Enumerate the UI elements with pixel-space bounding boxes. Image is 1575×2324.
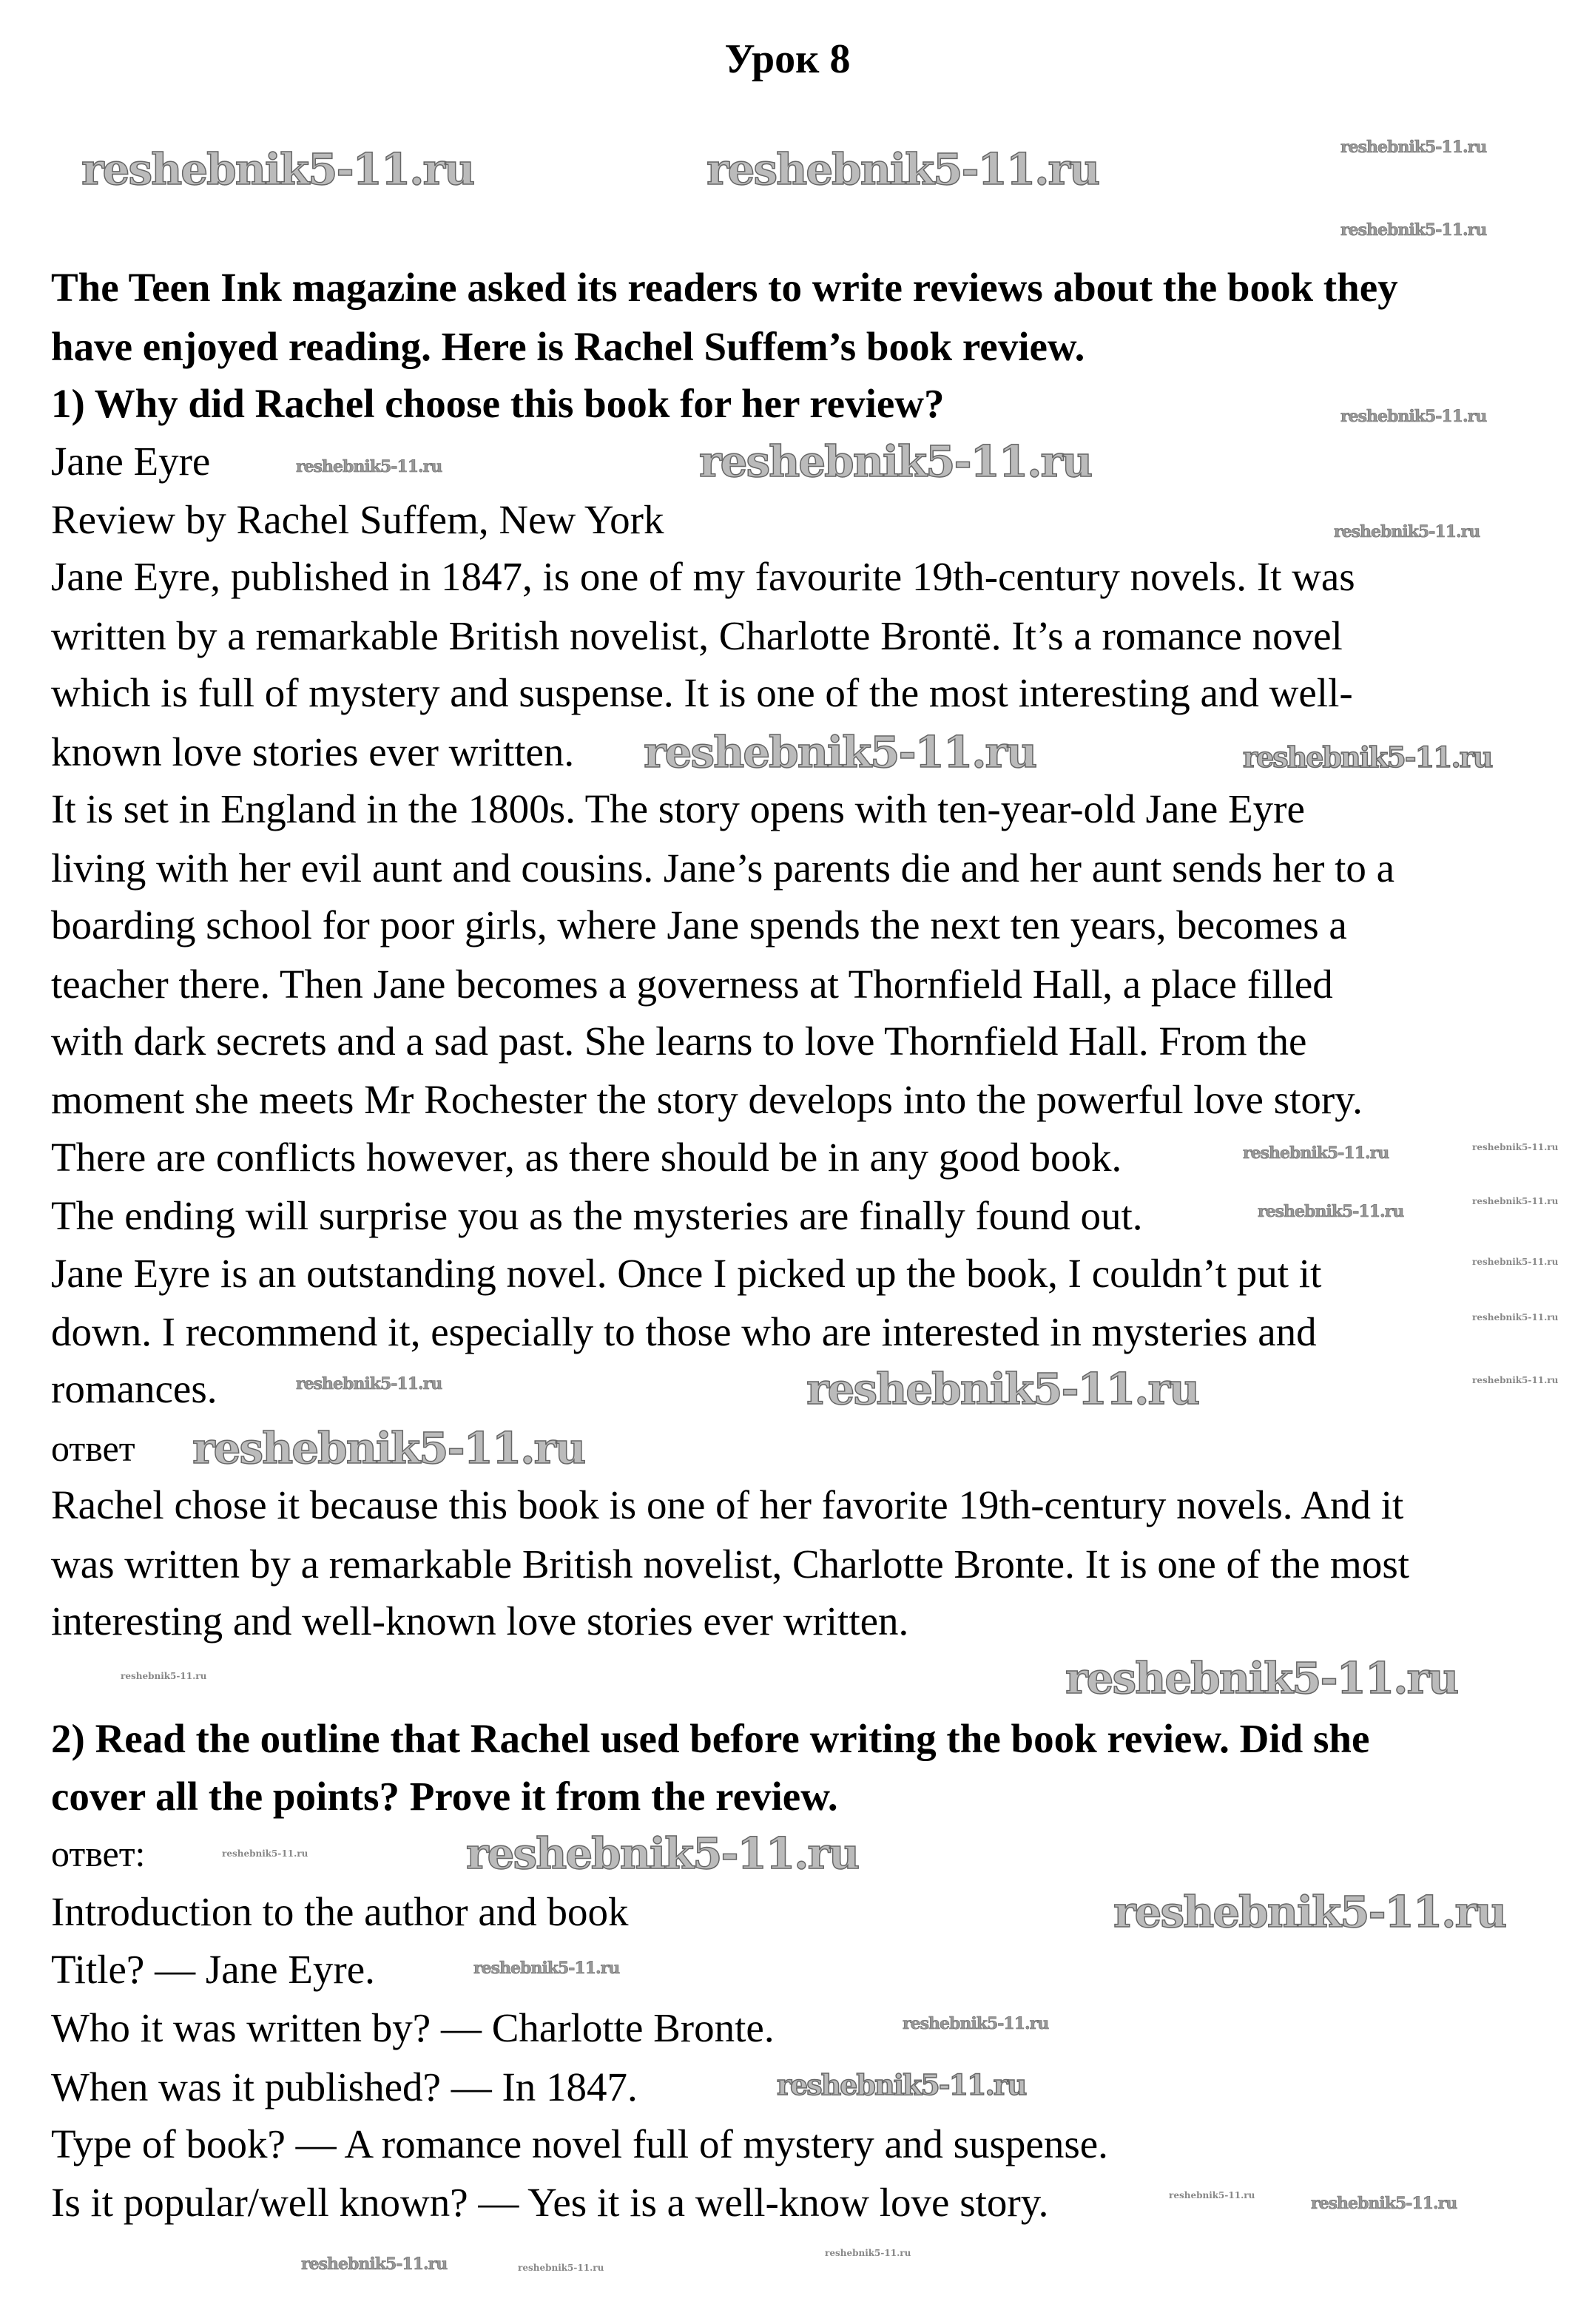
intro-line: The Teen Ink magazine asked its readers to write reviews about the book they xyxy=(51,265,1398,310)
answer-1-label: ответ xyxy=(51,1428,135,1469)
review-line: The ending will surprise you as the mysteries are finally found out. xyxy=(51,1193,1143,1238)
watermark: reshebnik5-11.ru xyxy=(222,1848,308,1859)
watermark: reshebnik5-11.ru xyxy=(1340,220,1487,240)
watermark: reshebnik5-11.ru xyxy=(903,2014,1049,2033)
question-1: 1) Why did Rachel choose this book for her review? xyxy=(51,381,945,426)
answer-2-line: Title? — Jane Eyre. xyxy=(51,1947,375,1992)
review-line: teacher there. Then Jane becomes a governess at Thornfield Hall, a place filled xyxy=(51,962,1333,1007)
review-line: written by a remarkable British novelist, Charlotte Brontë. It’s a romance novel xyxy=(51,613,1343,658)
watermark: reshebnik5-11.ru xyxy=(806,1364,1199,1414)
review-line: It is set in England in the 1800s. The story opens with ten-year-old Jane Eyre xyxy=(51,786,1305,831)
review-title: Jane Eyre xyxy=(51,439,211,484)
answer-1-line: interesting and well-known love stories ever written. xyxy=(51,1598,909,1644)
watermark: reshebnik5-11.ru xyxy=(1340,138,1487,157)
watermark: reshebnik5-11.ru xyxy=(1472,1257,1559,1267)
answer-1-line: Rachel chose it because this book is one of her favorite 19th-century novels. And it xyxy=(51,1482,1404,1527)
review-line: with dark secrets and a sad past. She learns to love Thornfield Hall. From the xyxy=(51,1019,1307,1064)
answer-1-line: was written by a remarkable British novelist, Charlotte Bronte. It is one of the most xyxy=(51,1541,1410,1587)
watermark: reshebnik5-11.ru xyxy=(1472,1312,1559,1323)
watermark: reshebnik5-11.ru xyxy=(1243,1144,1389,1163)
watermark: reshebnik5-11.ru xyxy=(518,2263,604,2273)
review-line: There are conflicts however, as there should be in any good book. xyxy=(51,1135,1122,1180)
watermark: reshebnik5-11.ru xyxy=(121,1671,207,1681)
watermark: reshebnik5-11.ru xyxy=(1472,1196,1559,1206)
review-line: Jane Eyre is an outstanding novel. Once I picked up the book, I couldn’t put it xyxy=(51,1251,1322,1296)
watermark: reshebnik5-11.ru xyxy=(1472,1142,1559,1152)
watermark: reshebnik5-11.ru xyxy=(825,2248,911,2258)
answer-2-line: Type of book? — A romance novel full of mystery and suspense. xyxy=(51,2121,1108,2166)
watermark: reshebnik5-11.ru xyxy=(1472,1375,1559,1385)
review-line: living with her evil aunt and cousins. Jane’s parents die and her aunt sends her to a xyxy=(51,845,1395,891)
watermark: reshebnik5-11.ru xyxy=(192,1423,585,1473)
review-line: which is full of mystery and suspense. It is one of the most interesting and well- xyxy=(51,670,1353,715)
answer-2-label: ответ: xyxy=(51,1833,146,1874)
review-line: known love stories ever written. xyxy=(51,729,575,774)
watermark: reshebnik5-11.ru xyxy=(777,2068,1026,2101)
watermark: reshebnik5-11.ru xyxy=(1334,522,1480,541)
watermark: reshebnik5-11.ru xyxy=(1258,1202,1404,1221)
watermark: reshebnik5-11.ru xyxy=(81,144,474,195)
watermark: reshebnik5-11.ru xyxy=(473,1959,620,1978)
intro-line: have enjoyed reading. Here is Rachel Suffem’s book review. xyxy=(51,324,1085,369)
answer-2-line: Is it popular/well known? — Yes it is a well-know love story. xyxy=(51,2180,1049,2225)
watermark: reshebnik5-11.ru xyxy=(706,144,1099,195)
question-2: 2) Read the outline that Rachel used before writing the book review. Did she xyxy=(51,1716,1370,1761)
review-line: moment she meets Mr Rochester the story develops into the powerful love story. xyxy=(51,1077,1363,1122)
watermark: reshebnik5-11.ru xyxy=(644,727,1036,777)
lesson-title: Урок 8 xyxy=(724,36,851,82)
review-line: romances. xyxy=(51,1366,217,1411)
answer-2-line: When was it published? — In 1847. xyxy=(51,2064,638,2109)
watermark: reshebnik5-11.ru xyxy=(466,1828,859,1879)
question-2: cover all the points? Prove it from the review. xyxy=(51,1774,838,1819)
watermark: reshebnik5-11.ru xyxy=(1243,740,1492,774)
watermark: reshebnik5-11.ru xyxy=(1113,1887,1506,1937)
answer-2-line: Introduction to the author and book xyxy=(51,1889,629,1934)
watermark: reshebnik5-11.ru xyxy=(1340,407,1487,426)
watermark: reshebnik5-11.ru xyxy=(1311,2194,1457,2213)
watermark: reshebnik5-11.ru xyxy=(1169,2190,1255,2200)
watermark: reshebnik5-11.ru xyxy=(1065,1653,1458,1703)
watermark: reshebnik5-11.ru xyxy=(296,1374,442,1394)
watermark: reshebnik5-11.ru xyxy=(296,457,442,476)
answer-2-line: Who it was written by? — Charlotte Bronte. xyxy=(51,2005,775,2050)
watermark: reshebnik5-11.ru xyxy=(699,436,1092,487)
review-line: boarding school for poor girls, where Jane spends the next ten years, becomes a xyxy=(51,902,1347,947)
review-byline: Review by Rachel Suffem, New York xyxy=(51,497,664,542)
review-line: down. I recommend it, especially to those who are interested in mysteries and xyxy=(51,1309,1317,1354)
watermark: reshebnik5-11.ru xyxy=(301,2254,448,2274)
review-line: Jane Eyre, published in 1847, is one of my favourite 19th-century novels. It was xyxy=(51,554,1355,599)
